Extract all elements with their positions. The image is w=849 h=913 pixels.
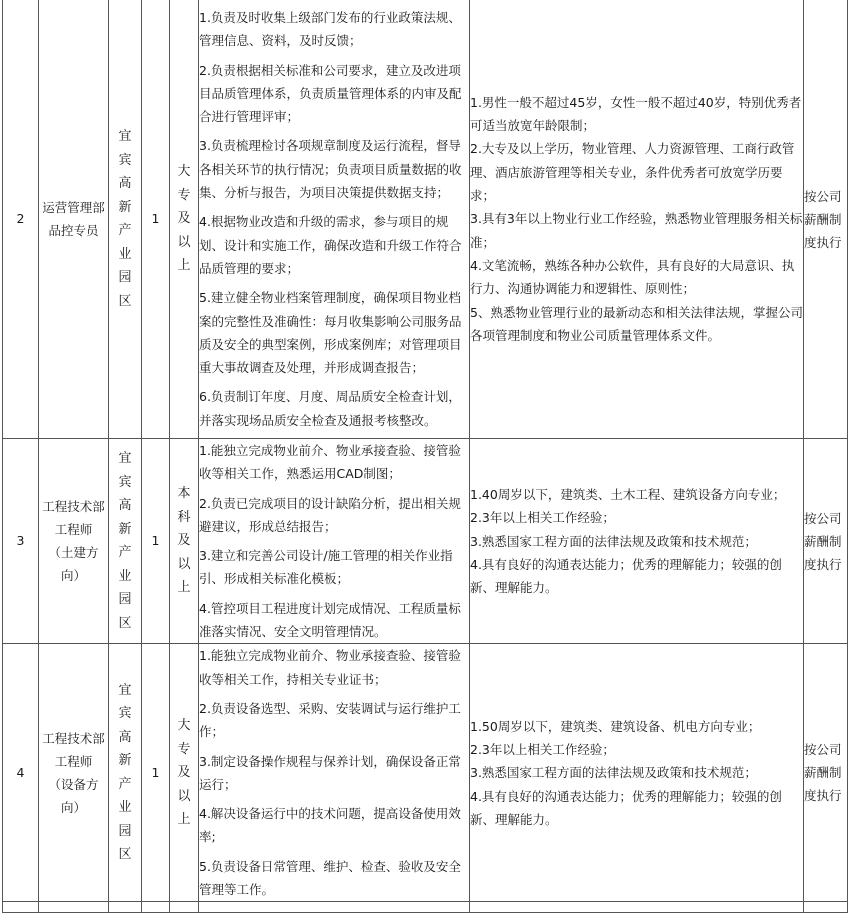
work-location-text: 宜宾高新产业园区 [118, 129, 132, 309]
requirement-item: 2.3年以上相关工作经验； [470, 741, 615, 757]
education-text: 本科及以上 [177, 486, 191, 596]
salary-line: 度执行 [804, 556, 842, 572]
position-title [39, 644, 109, 902]
empty-cell [170, 902, 199, 913]
position-title-line: 品控专员 [48, 223, 99, 238]
duty-item: 3.制定设备操作规程与保养计划，确保设备正常运行； [199, 753, 461, 792]
table-row [3, 439, 848, 644]
table-row [3, 902, 848, 913]
requirement-item: 2.大专及以上学历，物业管理、人力资源管理、工商行政管理、酒店旅游管理等相关专业，条件优秀者可放宽学历要求； [470, 141, 795, 204]
job-requirements [470, 0, 804, 439]
salary [804, 644, 848, 902]
job-requirements [470, 439, 804, 644]
requirement-item: 2.3年以上相关工作经验； [470, 510, 615, 526]
duty-item: 5.负责设备日常管理、维护、检查、验收及安全管理等工作。 [199, 858, 461, 898]
empty-cell [804, 902, 848, 913]
empty-cell [109, 902, 142, 913]
requirement-item: 3.熟悉国家工程方面的法律法规及政策和技术规范； [470, 533, 757, 549]
requirement-item: 1.50周岁以下，建筑类、建筑设备、机电方向专业； [470, 718, 761, 734]
job-requirements [470, 644, 804, 902]
duty-item: 4.根据物业改造和升级的需求，参与项目的规划、设计和实施工作，确保改造和升级工作符合品质管理的要求； [199, 214, 462, 276]
requirement-item: 1.40周岁以下，建筑类、土木工程、建筑设备方向专业； [470, 486, 786, 502]
position-title-line: 工程技术部 [42, 499, 105, 515]
salary [804, 0, 848, 439]
duty-item: 2.负责设备选型、采购、安装调试与运行维护工作； [199, 700, 461, 740]
job-duties [199, 439, 470, 644]
duty-item: 1.能独立完成物业前介、物业承接查验、接管验收等相关工作，持相关专业证书； [199, 648, 461, 687]
work-location [109, 644, 142, 902]
salary-line: 度执行 [804, 234, 842, 250]
education [170, 0, 199, 439]
position-title-line: （土建方 [48, 545, 99, 561]
work-location-text: 宜宾高新产业园区 [118, 451, 132, 631]
duty-item: 6.负责制订年度、月度、周品质安全检查计划，并落实现场品质安全检查及通报考核整改。 [199, 389, 461, 428]
education-text: 大专及以上 [177, 164, 191, 274]
duty-item: 1.负责及时收集上级部门发布的行业政策法规、管理信息、资料，及时反馈； [199, 9, 461, 49]
empty-cell [199, 902, 470, 913]
headcount: 1 [142, 644, 170, 902]
job-table [2, 0, 848, 913]
empty-cell [470, 902, 804, 913]
requirement-item: 4.具有良好的沟通表达能力；优秀的理解能力；较强的创新、理解能力。 [470, 788, 782, 827]
education [170, 644, 199, 902]
empty-cell [3, 902, 39, 913]
requirement-item: 1.男性一般不超过45岁，女性一般不超过40岁，特别优秀者可适当放宽年龄限制； [470, 94, 802, 134]
row-number: 2 [3, 0, 39, 439]
position-title-line: 向） [60, 799, 86, 815]
position-title-line: 工程技术部 [42, 730, 105, 746]
work-location [109, 439, 142, 644]
duty-item: 5.建立健全物业档案管理制度，确保项目物业档案的完整性及准确性：每月收集影响公司服务品质及安全的典型案例，形成案例库；对管理项目重大事故调查及处理，并形成调查报告； [199, 290, 462, 376]
headcount: 1 [142, 0, 170, 439]
duty-item: 4.管控项目工程进度计划完成情况、工程质量标准落实情况、安全文明管理情况。 [199, 600, 461, 640]
requirement-item: 3.熟悉国家工程方面的法律法规及政策和技术规范； [470, 765, 757, 781]
duty-item: 4.解决设备运行中的技术问题，提高设备使用效率; [199, 806, 461, 845]
work-location-text: 宜宾高新产业园区 [118, 682, 132, 863]
requirement-item: 4.具有良好的沟通表达能力；优秀的理解能力；较强的创新、理解能力。 [470, 556, 782, 596]
position-title [39, 439, 109, 644]
salary-line: 薪酬制 [804, 211, 842, 227]
salary-line: 按公司 [804, 188, 842, 204]
job-duties [199, 0, 470, 439]
salary [804, 439, 848, 644]
row-number: 4 [3, 644, 39, 902]
duty-item: 1.能独立完成物业前介、物业承接查验、接管验收等相关工作，熟悉运用CAD制图； [199, 443, 461, 482]
position-title-line: 运营管理部 [42, 200, 105, 215]
requirement-item: 4.文笔流畅，熟练各种办公软件，具有良好的大局意识、执行力、沟通协调能力和逻辑性、原则性； [470, 257, 795, 297]
table-row [3, 644, 848, 902]
salary-line: 按公司 [804, 742, 842, 758]
position-title-line: 工程师 [54, 522, 93, 538]
education [170, 439, 199, 644]
duty-item: 3.建立和完善公司设计/施工管理的相关作业指引、形成相关标准化模板； [199, 548, 453, 587]
education-text: 大专及以上 [177, 718, 191, 828]
position-title [39, 0, 109, 439]
job-duties [199, 644, 470, 902]
salary-line: 薪酬制 [804, 765, 842, 781]
requirement-item: 3.具有3年以上物业行业工作经验，熟悉物业管理服务相关标准； [470, 211, 803, 250]
duty-item: 2.负责已完成项目的设计缺陷分析，提出相关规避建议，形成总结报告； [199, 495, 461, 534]
work-location [109, 0, 142, 439]
position-title-line: （设备方 [48, 776, 99, 792]
row-number: 3 [3, 439, 39, 644]
duty-item: 2.负责根据相关标准和公司要求，建立及改进项目品质管理体系，负责质量管理体系的内审及配合进行管理评审； [199, 62, 462, 125]
position-title-line: 工程师 [54, 753, 93, 769]
headcount: 1 [142, 439, 170, 644]
table-row [3, 0, 848, 439]
duty-item: 3.负责梳理检讨各项规章制度及运行流程，督导各相关环节的执行情况；负责项目质量数据的收集、分析与报告，为项目决策提供数据支持； [199, 138, 462, 201]
position-title-line: 向） [60, 568, 86, 584]
salary-line: 薪酬制 [804, 533, 842, 549]
empty-cell [39, 902, 109, 913]
salary-line: 度执行 [804, 788, 842, 804]
empty-cell [142, 902, 170, 913]
salary-line: 按公司 [804, 510, 842, 526]
requirement-item: 5、熟悉物业管理行业的最新动态和相关法律法规，掌握公司各项管理制度和物业公司质量管理体系文件。 [470, 304, 803, 343]
